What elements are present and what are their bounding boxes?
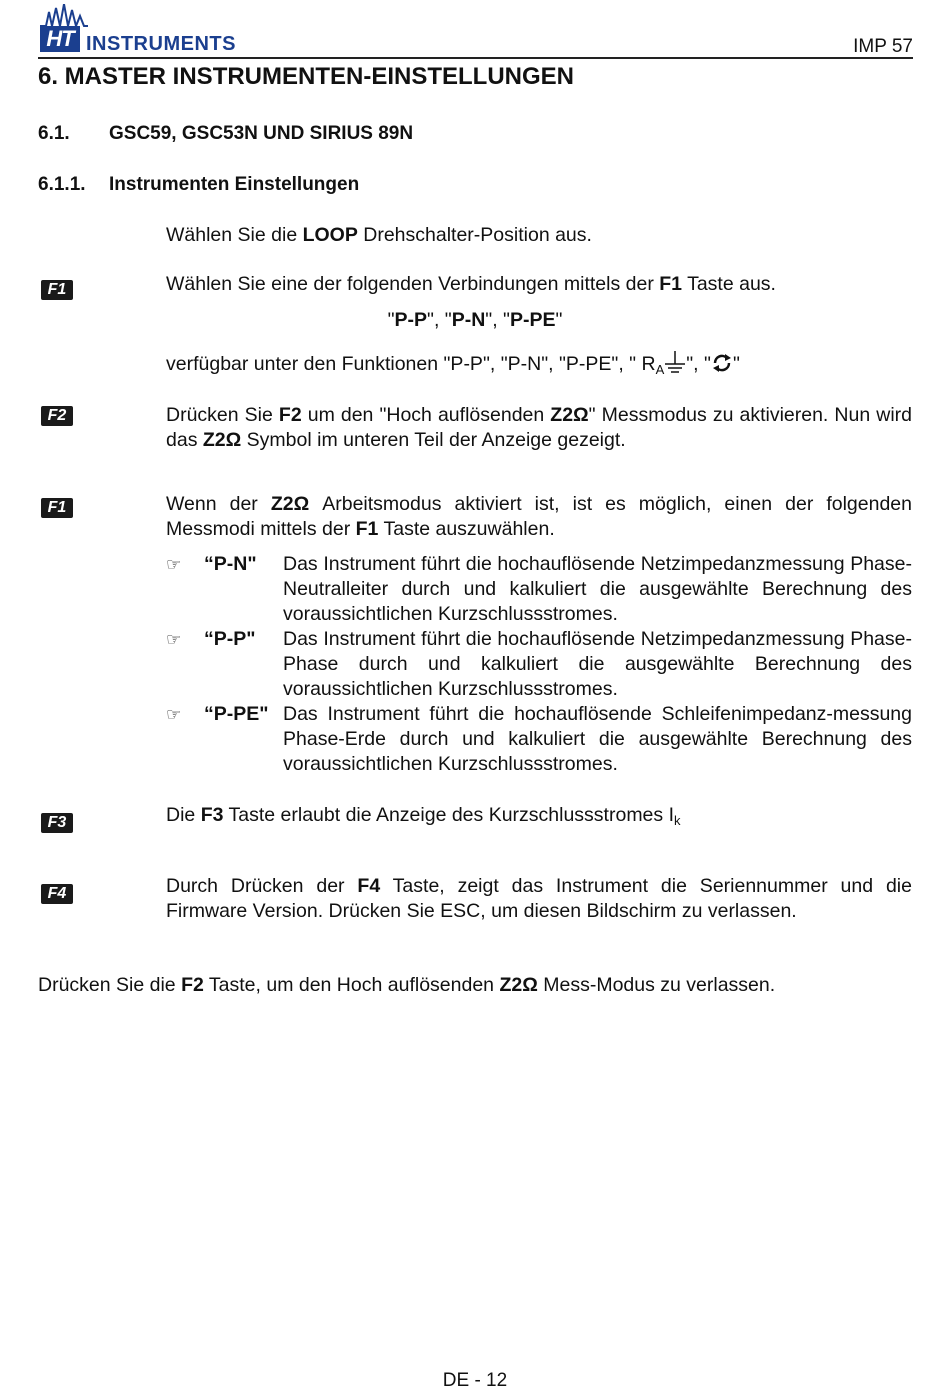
section-title: GSC59, GSC53N UND SIRIUS 89N xyxy=(109,123,414,144)
key-label: F3 xyxy=(200,804,224,826)
f2-key-icon: F2 xyxy=(41,406,73,426)
chapter-title: 6. MASTER INSTRUMENTEN-EINSTELLUNGEN xyxy=(38,63,575,90)
mode-list xyxy=(166,552,912,777)
z2-label: Z2Ω xyxy=(202,429,242,451)
text: ", " xyxy=(686,353,711,375)
section-number: 6.1.1. xyxy=(38,174,86,195)
text: um den "Hoch auflösenden xyxy=(301,404,551,426)
text: Drücken Sie die xyxy=(38,974,182,996)
quote: " xyxy=(555,309,563,331)
mode-label: “P-P" xyxy=(204,628,256,650)
f3-key-icon: F3 xyxy=(41,813,73,833)
text: " Messmodus zu aktivieren. Nun wird das xyxy=(166,404,912,451)
step-f1-connection xyxy=(166,272,912,297)
exit-instruction xyxy=(38,973,912,998)
text: Wählen Sie eine der folgenden Verbindungen mittels der xyxy=(166,273,660,295)
f1-key-icon: F1 xyxy=(41,498,73,518)
section-heading-6-1-1 xyxy=(38,173,359,197)
option-p-pe: P-PE xyxy=(509,309,556,331)
step-f2-activate xyxy=(166,403,912,453)
key-label: F1 xyxy=(659,273,683,295)
quote: ", " xyxy=(427,309,452,331)
text: Arbeitsmodus aktiviert ist, ist es möglich, einen der folgenden Messmodi mittels der xyxy=(166,493,912,540)
pointing-hand-icon: ☞ xyxy=(166,705,182,724)
connection-options xyxy=(0,308,950,333)
key-label: F2 xyxy=(278,404,302,426)
mode-description: Das Instrument führt die hochauflösende Schleifenimpedanz-messung Phase-Erde durch und kalkuliert die ausgewählte Berechnung des voraussichtlichen Kurzschlussstromes. xyxy=(283,703,912,775)
step-loop xyxy=(166,223,912,248)
key-label: F2 xyxy=(181,974,204,996)
quote: ", " xyxy=(485,309,510,331)
pointing-hand-icon: ☞ xyxy=(166,555,182,574)
logo-signal-icon xyxy=(40,4,88,28)
text: Taste auszuwählen. xyxy=(378,518,555,540)
z2-label: Z2Ω xyxy=(270,493,310,515)
text: Mess-Modus zu verlassen. xyxy=(537,974,776,996)
text: Wählen Sie die xyxy=(166,224,303,246)
text: Durch Drücken der xyxy=(166,875,358,897)
option-p-p: P-P xyxy=(394,309,428,331)
text: Taste, zeigt das Instrument die Seriennummer und die Firmware Version. Drücken Sie ESC, um diesen Bildschirm zu verlassen. xyxy=(166,875,912,922)
text: Symbol im unteren Teil der Anzeige gezeigt. xyxy=(241,429,626,451)
available-functions xyxy=(166,350,912,382)
mode-label: “P-PE" xyxy=(204,703,269,725)
text: Die xyxy=(166,804,201,826)
key-label: F4 xyxy=(357,875,381,897)
mode-label: “P-N" xyxy=(204,553,257,575)
text: Taste, um den Hoch auflösenden xyxy=(203,974,500,996)
text: Taste aus. xyxy=(682,273,776,295)
loop-label: LOOP xyxy=(302,224,358,246)
mode-description: Das Instrument führt die hochauflösende Netzimpedanzmessung Phase-Neutralleiter durch und kalkuliert die ausgewählte Berechnung des voraussichtlichen Kurzschlussstromes. xyxy=(283,553,912,625)
section-title: Instrumenten Einstellungen xyxy=(109,174,360,195)
text: Taste erlaubt die Anzeige des Kurzschlussstromes I xyxy=(223,804,674,826)
mode-description: Das Instrument führt die hochauflösende Netzimpedanzmessung Phase-Phase durch und kalkuliert die ausgewählte Berechnung des voraussichtlichen Kurzschlussstromes. xyxy=(283,628,912,700)
page-number: DE - 12 xyxy=(442,1370,508,1391)
step-f3 xyxy=(166,803,912,833)
list-item xyxy=(166,552,912,627)
step-f4 xyxy=(166,874,912,924)
z2-label: Z2Ω xyxy=(499,974,538,996)
rotation-icon xyxy=(711,352,733,374)
text: " xyxy=(732,353,740,375)
text: Drehschalter-Position aus. xyxy=(357,224,592,246)
section-heading-6-1 xyxy=(38,122,413,146)
section-number: 6.1. xyxy=(38,123,70,144)
subscript: k xyxy=(674,813,681,828)
list-item xyxy=(166,702,912,777)
f4-key-icon: F4 xyxy=(41,884,73,904)
ht-instruments-logo xyxy=(38,4,258,54)
quote: " xyxy=(387,309,395,331)
z2-label: Z2Ω xyxy=(550,404,589,426)
logo-ht-mark: HT xyxy=(40,26,80,52)
key-label: F1 xyxy=(355,518,379,540)
document-code: IMP 57 xyxy=(853,36,913,57)
option-p-n: P-N xyxy=(451,309,486,331)
text: Drücken Sie xyxy=(166,404,279,426)
header-divider xyxy=(38,57,913,59)
text: Wenn der xyxy=(166,493,271,515)
f1-key-icon: F1 xyxy=(41,280,73,300)
list-item xyxy=(166,627,912,702)
step-f1-z2-mode xyxy=(166,492,912,542)
pointing-hand-icon: ☞ xyxy=(166,630,182,649)
earth-ground-icon xyxy=(664,350,686,374)
subscript: A xyxy=(655,362,665,377)
text: verfügbar unter den Funktionen "P-P", "P-N", "P-PE", " R xyxy=(166,353,656,375)
logo-wordmark: INSTRUMENTS xyxy=(86,33,236,55)
